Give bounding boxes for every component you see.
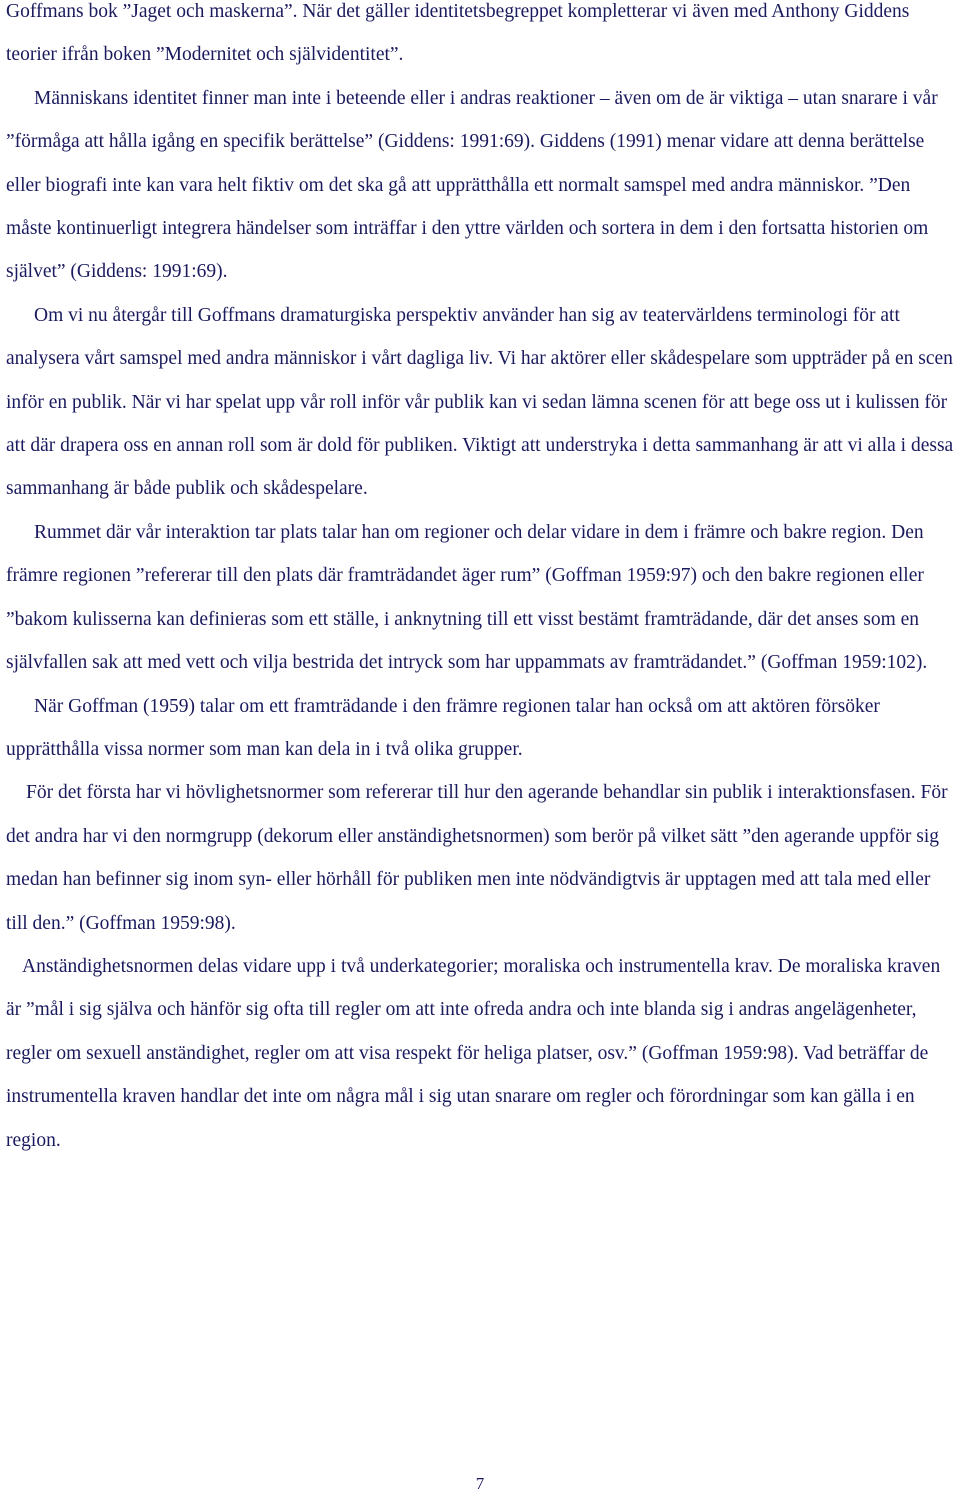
paragraph-7: Anständighetsnormen delas vidare upp i två underkategorier; moraliska och instrumentella krav. De moraliska kraven är ”mål i sig själva och hänför sig ofta till regler om att inte ofreda andra och inte blanda sig i andras angelägenheter, regler om sexuell anständighet, regler om att visa respekt för heliga platser, osv.” (Goffman 1959:98). Vad beträffar de instrumentella kraven handlar det inte om några mål i sig utan snarare om regler och förordningar som kan gälla i en region. bbox=[6, 955, 941, 1151]
paragraph-4: Rummet där vår interaktion tar plats talar han om regioner och delar vidare in dem i främre och bakre region. Den främre regionen ”refererar till den plats där framträdandet äger rum” (Goffman 1959:97) och den bakre regionen eller ”bakom kulisserna kan definieras som ett ställe, i anknytning till ett visst bestämt framträdande, där det anses som en självfallen sak att med vett och vilja bestrida det intryck som har uppammats av framträdandet.” (Goffman 1959:102). bbox=[6, 521, 928, 674]
paragraph-5: När Goffman (1959) talar om ett framträdande i den främre regionen talar han också om att aktören försöker upprätthålla vissa normer som man kan dela in i två olika grupper. bbox=[6, 695, 880, 760]
page-number: 7 bbox=[475, 1474, 485, 1493]
paragraph-1: Goffmans bok ”Jaget och maskerna”. När det gäller identitetsbegreppet kompletterar vi även med Anthony Giddens teorier ifrån boken ”Modernitet och självidentitet”. bbox=[6, 1, 910, 66]
paragraph-6: För det första har vi hövlighetsnormer som refererar till hur den agerande behandlar sin publik i interaktionsfasen. För det andra har vi den normgrupp (dekorum eller anständighetsnormen) som berör på vilket sätt ”den agerande uppför sig medan han befinner sig inom syn- eller hörhåll för publiken men inte nödvändigtvis är upptagen med att tala med eller till den.” (Goffman 1959:98). bbox=[6, 782, 948, 934]
paragraph-2: Människans identitet finner man inte i beteende eller i andras reaktioner – även om de är viktiga – utan snarare i vår ”förmåga att hålla igång en specifik berättelse” (Giddens: 1991:69). Giddens (1991) menar vidare att denna berättelse eller biografi inte kan vara helt fiktiv om det ska gå att upprätthålla ett normalt samspel med andra människor. ”Den måste kontinuerligt integrera händelser som inträffar i den yttre världen och sortera in dem i den fortsatta historien om självet” (Giddens: 1991:69). bbox=[6, 87, 938, 283]
body-text bbox=[6, 0, 954, 1162]
paragraph-3: Om vi nu återgår till Goffmans dramaturgiska perspektiv använder han sig av teatervärldens terminologi för att analysera vårt samspel med andra människor i vårt dagliga liv. Vi har aktörer eller skådespelare som uppträder på en scen inför en publik. När vi har spelat upp vår roll inför vår publik kan vi sedan lämna scenen för att bege oss ut i kulissen för att där drapera oss en annan roll som är dold för publiken. Viktigt att understryka i detta sammanhang är att vi alla i dessa sammanhang är både publik och skådespelare. bbox=[6, 304, 954, 500]
